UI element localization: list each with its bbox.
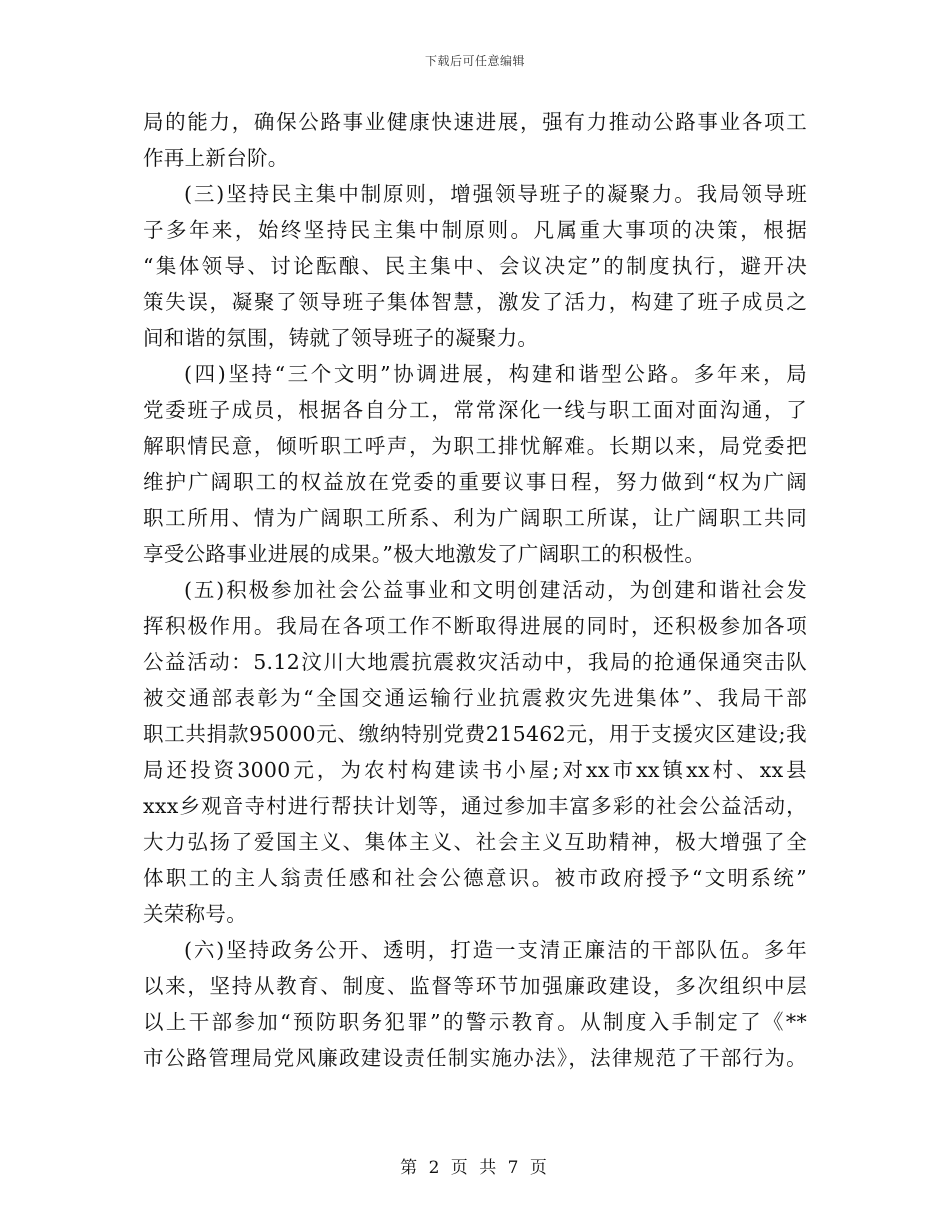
text-line: 享受公路事业进展的成果。”极大地激发了广阔职工的积极性。	[143, 542, 706, 566]
page-number: 第 2 页 共 7 页	[400, 1158, 550, 1178]
text-line: 作再上新台阶。	[143, 146, 289, 170]
text-line: 关荣称号。	[143, 902, 247, 926]
page-header-note: 下载后可任意编辑	[424, 54, 525, 68]
text-line: 局的能力，确保公路事业健康快速进展，强有力推动公路事业各项工	[143, 110, 807, 134]
text-line: 以来，坚持从教育、制度、监督等环节加强廉政建设，多次组织中层	[143, 974, 807, 998]
text-line: 市公路管理局党风廉政建设责任制实施办法》，法律规范了干部行为。	[143, 1046, 807, 1070]
paragraph-start-line: (五)积极参加社会公益事业和文明创建活动，为创建和谐社会发	[184, 578, 807, 602]
text-line: 公益活动：5.12汶川大地震抗震救灾活动中，我局的抢通保通突击队	[143, 650, 807, 674]
text-line: 被交通部表彰为“全国交通运输行业抗震救灾先进集体”、我局干部	[143, 686, 807, 710]
text-line: 挥积极作用。我局在各项工作不断取得进展的同时，还积极参加各项	[143, 614, 807, 638]
text-line: “集体领导、讨论酝酿、民主集中、会议决定”的制度执行，避开决	[143, 254, 807, 278]
text-line: 大力弘扬了爱国主义、集体主义、社会主义互助精神，极大增强了全	[143, 830, 807, 854]
text-line: 党委班子成员，根据各自分工，常常深化一线与职工面对面沟通，了	[143, 398, 807, 422]
text-line: 解职情民意，倾听职工呼声，为职工排忧解难。长期以来，局党委把	[143, 434, 807, 458]
text-line: 策失误，凝聚了领导班子集体智慧，激发了活力，构建了班子成员之	[143, 290, 807, 314]
document-body	[143, 104, 807, 1076]
paragraph-start-line: (六)坚持政务公开、透明，打造一支清正廉洁的干部队伍。多年	[184, 938, 807, 962]
text-line: 职工共捐款95000元、缴纳特别党费215462元，用于支援灾区建设;我	[143, 722, 807, 746]
text-line: 间和谐的氛围，铸就了领导班子的凝聚力。	[143, 326, 539, 350]
paragraph-start-line: (三)坚持民主集中制原则，增强领导班子的凝聚力。我局领导班	[184, 182, 807, 206]
text-line: 以上干部参加“预防职务犯罪”的警示教育。从制度入手制定了《**	[143, 1010, 807, 1034]
text-line: 维护广阔职工的权益放在党委的重要议事日程，努力做到“权为广阔	[143, 470, 807, 494]
text-line: 体职工的主人翁责任感和社会公德意识。被市政府授予“文明系统”	[143, 866, 807, 890]
text-line: 子多年来，始终坚持民主集中制原则。凡属重大事项的决策，根据	[143, 218, 807, 242]
text-line: 职工所用、情为广阔职工所系、利为广阔职工所谋，让广阔职工共同	[143, 506, 807, 530]
text-line: 局还投资3000元，为农村构建读书小屋;对xx市xx镇xx村、xx县	[143, 758, 807, 782]
paragraph-start-line: (四)坚持“三个文明”协调进展，构建和谐型公路。多年来，局	[184, 362, 807, 386]
text-line: xxx乡观音寺村进行帮扶计划等，通过参加丰富多彩的社会公益活动，	[143, 794, 807, 818]
